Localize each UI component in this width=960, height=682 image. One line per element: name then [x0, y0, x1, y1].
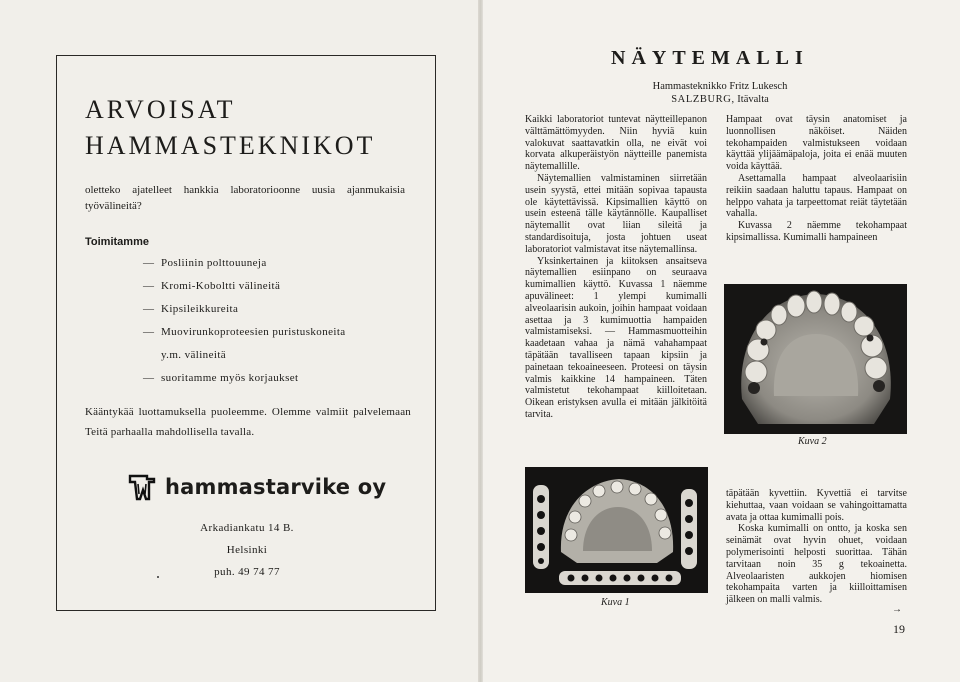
article-column-right-bottom — [726, 488, 907, 606]
address-city: Helsinki — [226, 544, 268, 556]
ad-title — [85, 92, 375, 164]
article-paragraph: täpätään kyvettiin. Kyvettiä ei tarvitse kiehuttaa, vaan voidaan se vahingoittamatta avata ja ottaa kumimalli pois. — [726, 488, 907, 523]
figure-1-photo — [525, 467, 708, 593]
company-address — [177, 517, 317, 583]
article-paragraph: Kuvassa 2 näemme tekohampaat kipsimallissa. Kumimalli hampaineen — [726, 220, 907, 243]
list-item: y.m. välineitä — [161, 349, 227, 361]
article-paragraph: Yksinkertainen ja kiitoksen ansaitseva näytemallien esiinpano on seuraava kumimallien käyttö. Kuvassa 1 näemme apuvälineet: 1 ylempi kumimalli alveolaarisin aukoin, joihin hampaat voidaan asettaa ja 3 kumimuottia hampaiden valmistamiseksi. — Hammasmuotteihin kaadetaan vahaa ja nämä vahahampaat täpätään tavalliseen tapaan kipsiin ja painetaan tekoaineeseen. Proteesi on täysin valmis kaikkine 14 hampaineen. Täten valmistetut tekohampaat kiilloitetaan. Oikean eristyksen avulla ei mitään jälkitöitä tarvita. — [525, 255, 707, 420]
article-paragraph: Näytemallien valmistaminen siirretään usein syystä, ettei mitään sopivaa tapausta ole käytettävissä. Kipsimallien käyttö on usein esteenä tälle käytännölle. Kaupalliset näytemallit ovat liian sileitä ja standardisoituja, josta johtuen useat laboratoriot valmistavat itse näytemallinsa. — [525, 172, 707, 255]
article-location: SALZBURG, Itävalta — [671, 94, 769, 105]
ad-footer: Kääntykää luottamuksella puoleemme. Olemme valmiit palvelemaan Teitä parhaalla mahdollisella tavalla. — [85, 406, 411, 438]
list-item: — Kipsileikkureita — [143, 303, 239, 315]
figure-2-caption: Kuva 2 — [798, 436, 827, 447]
figure-2-photo — [724, 284, 907, 434]
tooth-logo-icon — [127, 472, 157, 502]
article-title: NÄYTEMALLI — [611, 47, 809, 69]
ad-title-line1: ARVOISAT — [85, 95, 236, 124]
company-brand — [127, 472, 386, 502]
list-item: — Muovirunkoproteesien puristuskoneita — [143, 326, 346, 338]
list-item: — suoritamme myös korjaukset — [143, 372, 299, 384]
figure-1-caption: Kuva 1 — [601, 597, 630, 608]
article-column-right-top — [726, 114, 907, 244]
ad-question: oletteko ajatelleet hankkia laboratorioonne uusia ajanmukaisia työvälineitä? — [85, 184, 405, 212]
address-street: Arkadiankatu 14 B. — [200, 522, 294, 534]
list-item: — Posliinin polttouuneja — [143, 257, 267, 269]
article-byline — [600, 80, 840, 106]
article-author: Hammasteknikko Fritz Lukesch — [652, 81, 788, 92]
article-paragraph: Asettamalla hampaat alveolaarisiin reikiin saadaan haluttu tapaus. Hampaat on helppo vahata ja tarpeettomat reiät täytetään vahalla. — [726, 172, 907, 220]
book-gutter — [478, 0, 483, 682]
ad-lead: Toimitamme — [85, 236, 149, 248]
article-paragraph: Koska kumimalli on ontto, ja koska sen seinämät ovat hyvin ohuet, voidaan polymerisointi helposti suorittaa. Tähän tarvitaan noin 35 g tekoainetta. Alveolaaristen aukkojen hiomisen tekohampaita varten ja kiilloittamisen jälkeen on malli valmis. — [726, 523, 907, 606]
article-paragraph: Kaikki laboratoriot tuntevat näytteillepanon välttämättömyyden. Niin hyviä kuin valokuvat saattavatkin olla, ne eivät voi korvata alkuperäistyön näytteille panemista näytemallille. — [525, 114, 707, 173]
company-name: hammastarvike oy — [165, 475, 387, 499]
ad-title-line2: HAMMASTEKNIKOT — [85, 131, 376, 160]
page-number: 19 — [893, 622, 905, 636]
continue-arrow: → — [892, 604, 902, 615]
article-paragraph: Hampaat ovat täysin anatomiset ja luonnollisen näköiset. Näiden tekohampaiden valmistukseen voidaan käyttää ylijäämäpaloja, joita ei enää muuten voida käyttää. — [726, 114, 907, 173]
address-phone: puh. 49 74 77 — [214, 566, 280, 578]
advertisement-box — [56, 55, 436, 611]
product-list — [143, 255, 346, 393]
article-column-left — [525, 114, 707, 421]
print-speck — [157, 576, 159, 578]
list-item: — Kromi-Koboltti välineitä — [143, 280, 281, 292]
